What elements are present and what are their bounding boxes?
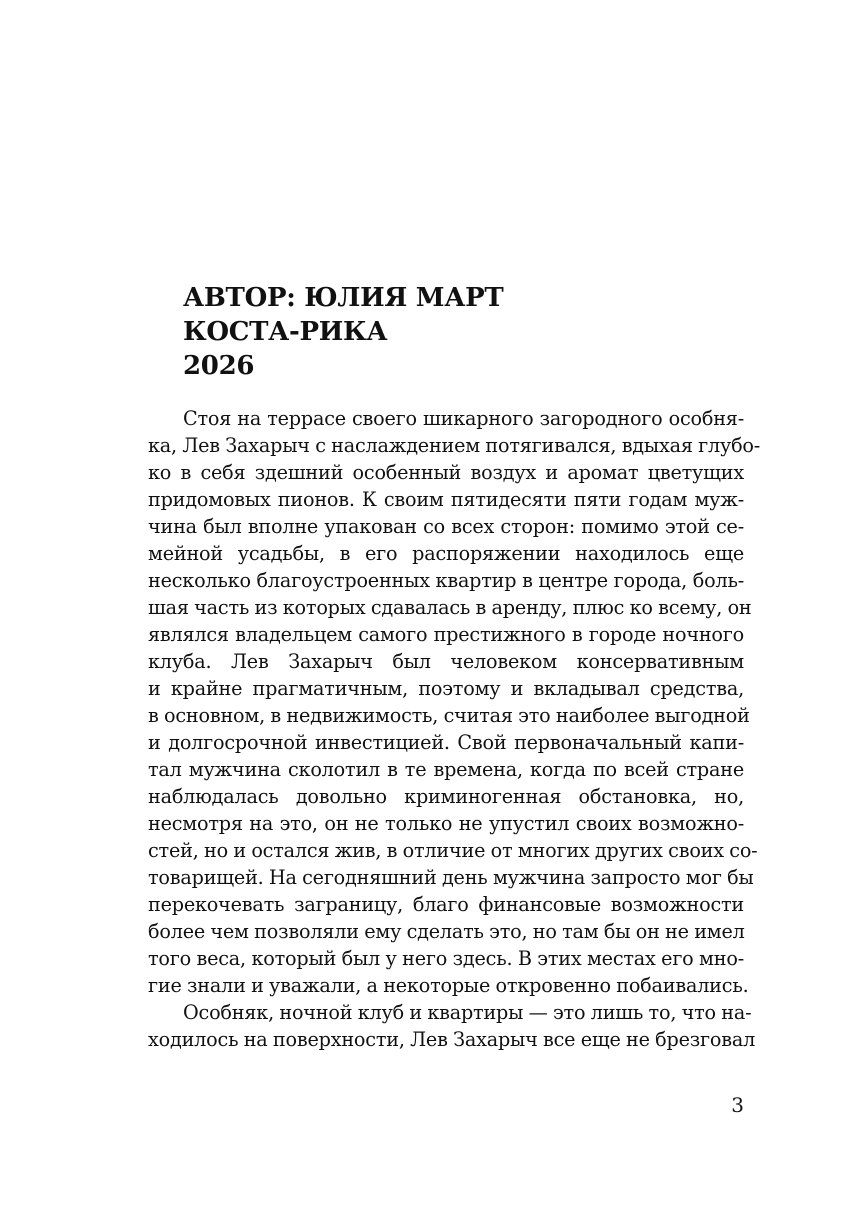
paragraph-2 [148, 999, 756, 1053]
text-line: в основном, в недвижимость, считая это наиболее выгодной [148, 704, 750, 727]
text-line: мейной усадьбы, в его распоряжении находилось еще [148, 542, 744, 565]
text-line: ка, Лев Захарыч с наслаждением потягивался, вдыхая глубо- [148, 434, 761, 457]
text-line: товарищей. На сегодняшний день мужчина запросто мог бы [148, 866, 754, 889]
text-line: более чем позволяли ему сделать это, но там бы он не имел [148, 920, 745, 943]
text-line: и крайне прагматичным, поэтому и вкладывал средства, [148, 677, 744, 700]
heading-author-line: АВТОР: ЮЛИЯ МАРТ [183, 283, 504, 313]
text-line: несмотря на это, он не только не упустил своих возможно- [148, 812, 744, 835]
text-line: и долгосрочной инвестицией. Свой первоначальный капи- [148, 731, 744, 754]
heading-title-line: КОСТА-РИКА [183, 317, 388, 347]
text-line: Особняк, ночной клуб и квартиры — это лишь то, что на- [183, 1001, 752, 1024]
text-line: стей, но и остался жив, в отличие от многих других своих со- [148, 839, 758, 862]
text-line: перекочевать заграницу, благо финансовые возможности [148, 893, 744, 916]
text-line: являлся владельцем самого престижного в городе ночного [148, 623, 744, 646]
text-line: чина был вполне упакован со всех сторон: помимо этой се- [148, 515, 744, 538]
text-line: шая часть из которых сдавалась в аренду, плюс ко всему, он [148, 596, 752, 619]
text-line: того веса, который был у него здесь. В этих местах его мно- [148, 947, 744, 970]
body-text [148, 405, 761, 1053]
paragraph-1 [148, 405, 761, 999]
text-line: наблюдалась довольно криминогенная обстановка, но, [148, 785, 744, 808]
text-line: Стоя на террасе своего шикарного загородного особня- [183, 407, 744, 430]
chapter-heading [183, 281, 743, 383]
text-line: клуба. Лев Захарыч был человеком консервативным [148, 650, 744, 673]
text-line: придомовых пионов. К своим пятидесяти пяти годам муж- [148, 488, 744, 511]
page-number: 3 [731, 1093, 744, 1117]
heading-year-line: 2026 [183, 351, 255, 381]
text-line: тал мужчина сколотил в те времена, когда по всей стране [148, 758, 744, 781]
text-line: ко в себя здешний особенный воздух и аромат цветущих [148, 461, 744, 484]
text-line: ходилось на поверхности, Лев Захарыч все еще не брезговал [148, 1028, 756, 1051]
text-line: гие знали и уважали, а некоторые откровенно побаивались. [148, 974, 749, 997]
text-line: несколько благоустроенных квартир в центре города, боль- [148, 569, 744, 592]
